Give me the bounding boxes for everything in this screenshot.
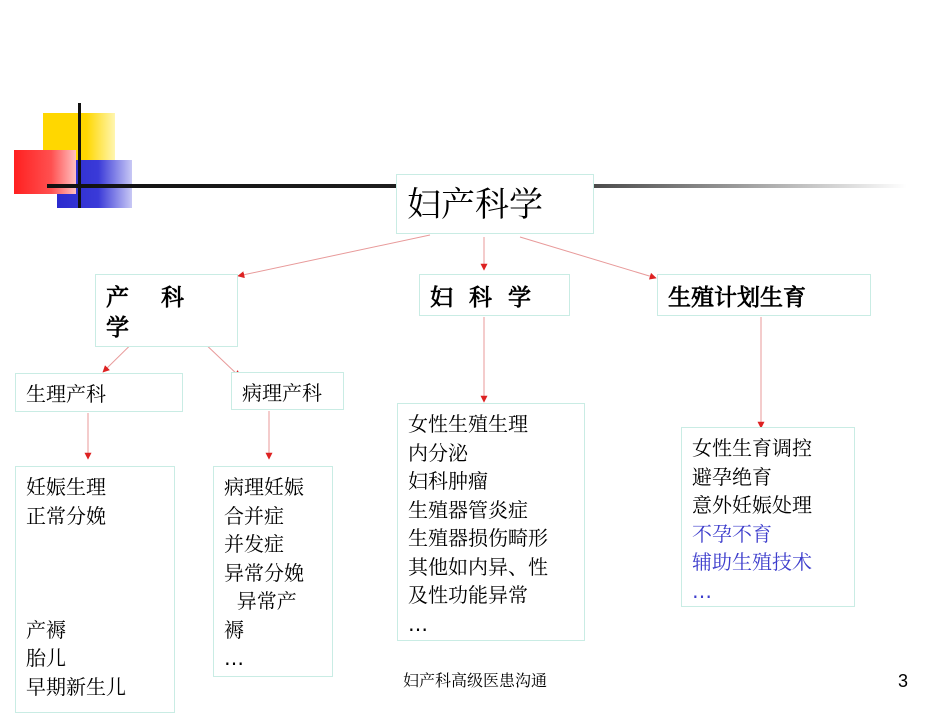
list-item: 早期新生儿 bbox=[26, 674, 126, 699]
obstetrics-label-line-1: 产 科 bbox=[106, 285, 185, 311]
list-item: 内分泌 bbox=[408, 440, 468, 465]
list-item: 异常产 bbox=[224, 589, 297, 613]
list-item: 及性功能异常 bbox=[408, 583, 528, 607]
title-text: 妇产科学 bbox=[407, 185, 543, 225]
title-box bbox=[396, 174, 594, 234]
arrow-title-to-family-planning bbox=[520, 237, 656, 278]
footer-text: 妇产科高级医患沟通 bbox=[402, 671, 547, 690]
gynecology-label: 妇 科 学 bbox=[430, 285, 532, 311]
obstetrics-label-line-2: 学 bbox=[106, 315, 129, 341]
list-item: … bbox=[224, 646, 244, 670]
list-item: 避孕绝育 bbox=[692, 464, 772, 489]
gynecology-list-box bbox=[397, 403, 585, 641]
list-item: 生殖器损伤畸形 bbox=[408, 526, 548, 550]
pathological-obstetrics-label: 病理产科 bbox=[242, 381, 322, 405]
list-item-highlight: 不孕不育 bbox=[692, 521, 772, 546]
list-item: 生殖器管炎症 bbox=[408, 497, 528, 522]
pathological-obstetrics-box bbox=[231, 372, 344, 410]
list-item: 女性生殖生理 bbox=[408, 412, 528, 436]
list-item: 褥 bbox=[224, 617, 244, 642]
list-item: 产褥 bbox=[26, 617, 66, 642]
list-item: 意外妊娠处理 bbox=[692, 493, 812, 517]
list-item: 妊娠生理 bbox=[26, 475, 106, 499]
list-item: 并发症 bbox=[224, 532, 284, 556]
list-item bbox=[26, 559, 174, 588]
list-item: 其他如内异、性 bbox=[408, 554, 548, 579]
list-item: 病理妊娠 bbox=[224, 475, 304, 499]
list-item: 异常分娩 bbox=[224, 560, 304, 585]
list-item: 合并症 bbox=[224, 503, 284, 528]
family-planning-label: 生殖计划生育 bbox=[668, 285, 806, 311]
gynecology-box bbox=[419, 274, 570, 316]
pathological-list-box bbox=[213, 466, 333, 677]
list-item: 女性生育调控 bbox=[692, 436, 812, 460]
list-item-highlight: … bbox=[692, 578, 712, 603]
page-number: 3 bbox=[898, 671, 909, 691]
family-planning-list-box bbox=[681, 427, 855, 607]
list-item: 正常分娩 bbox=[26, 503, 106, 528]
list-item-highlight: 辅助生殖技术 bbox=[692, 550, 812, 574]
physiological-obstetrics-box bbox=[15, 373, 183, 412]
list-item: 妇科肿瘤 bbox=[408, 469, 488, 493]
list-item bbox=[26, 587, 174, 616]
list-item: … bbox=[408, 611, 428, 636]
list-item bbox=[26, 530, 174, 559]
family-planning-box bbox=[657, 274, 871, 316]
physiological-obstetrics-label: 生理产科 bbox=[26, 382, 106, 406]
arrow-title-to-obstetrics bbox=[238, 235, 430, 276]
obstetrics-box bbox=[95, 274, 238, 347]
list-item: 胎儿 bbox=[26, 646, 66, 670]
